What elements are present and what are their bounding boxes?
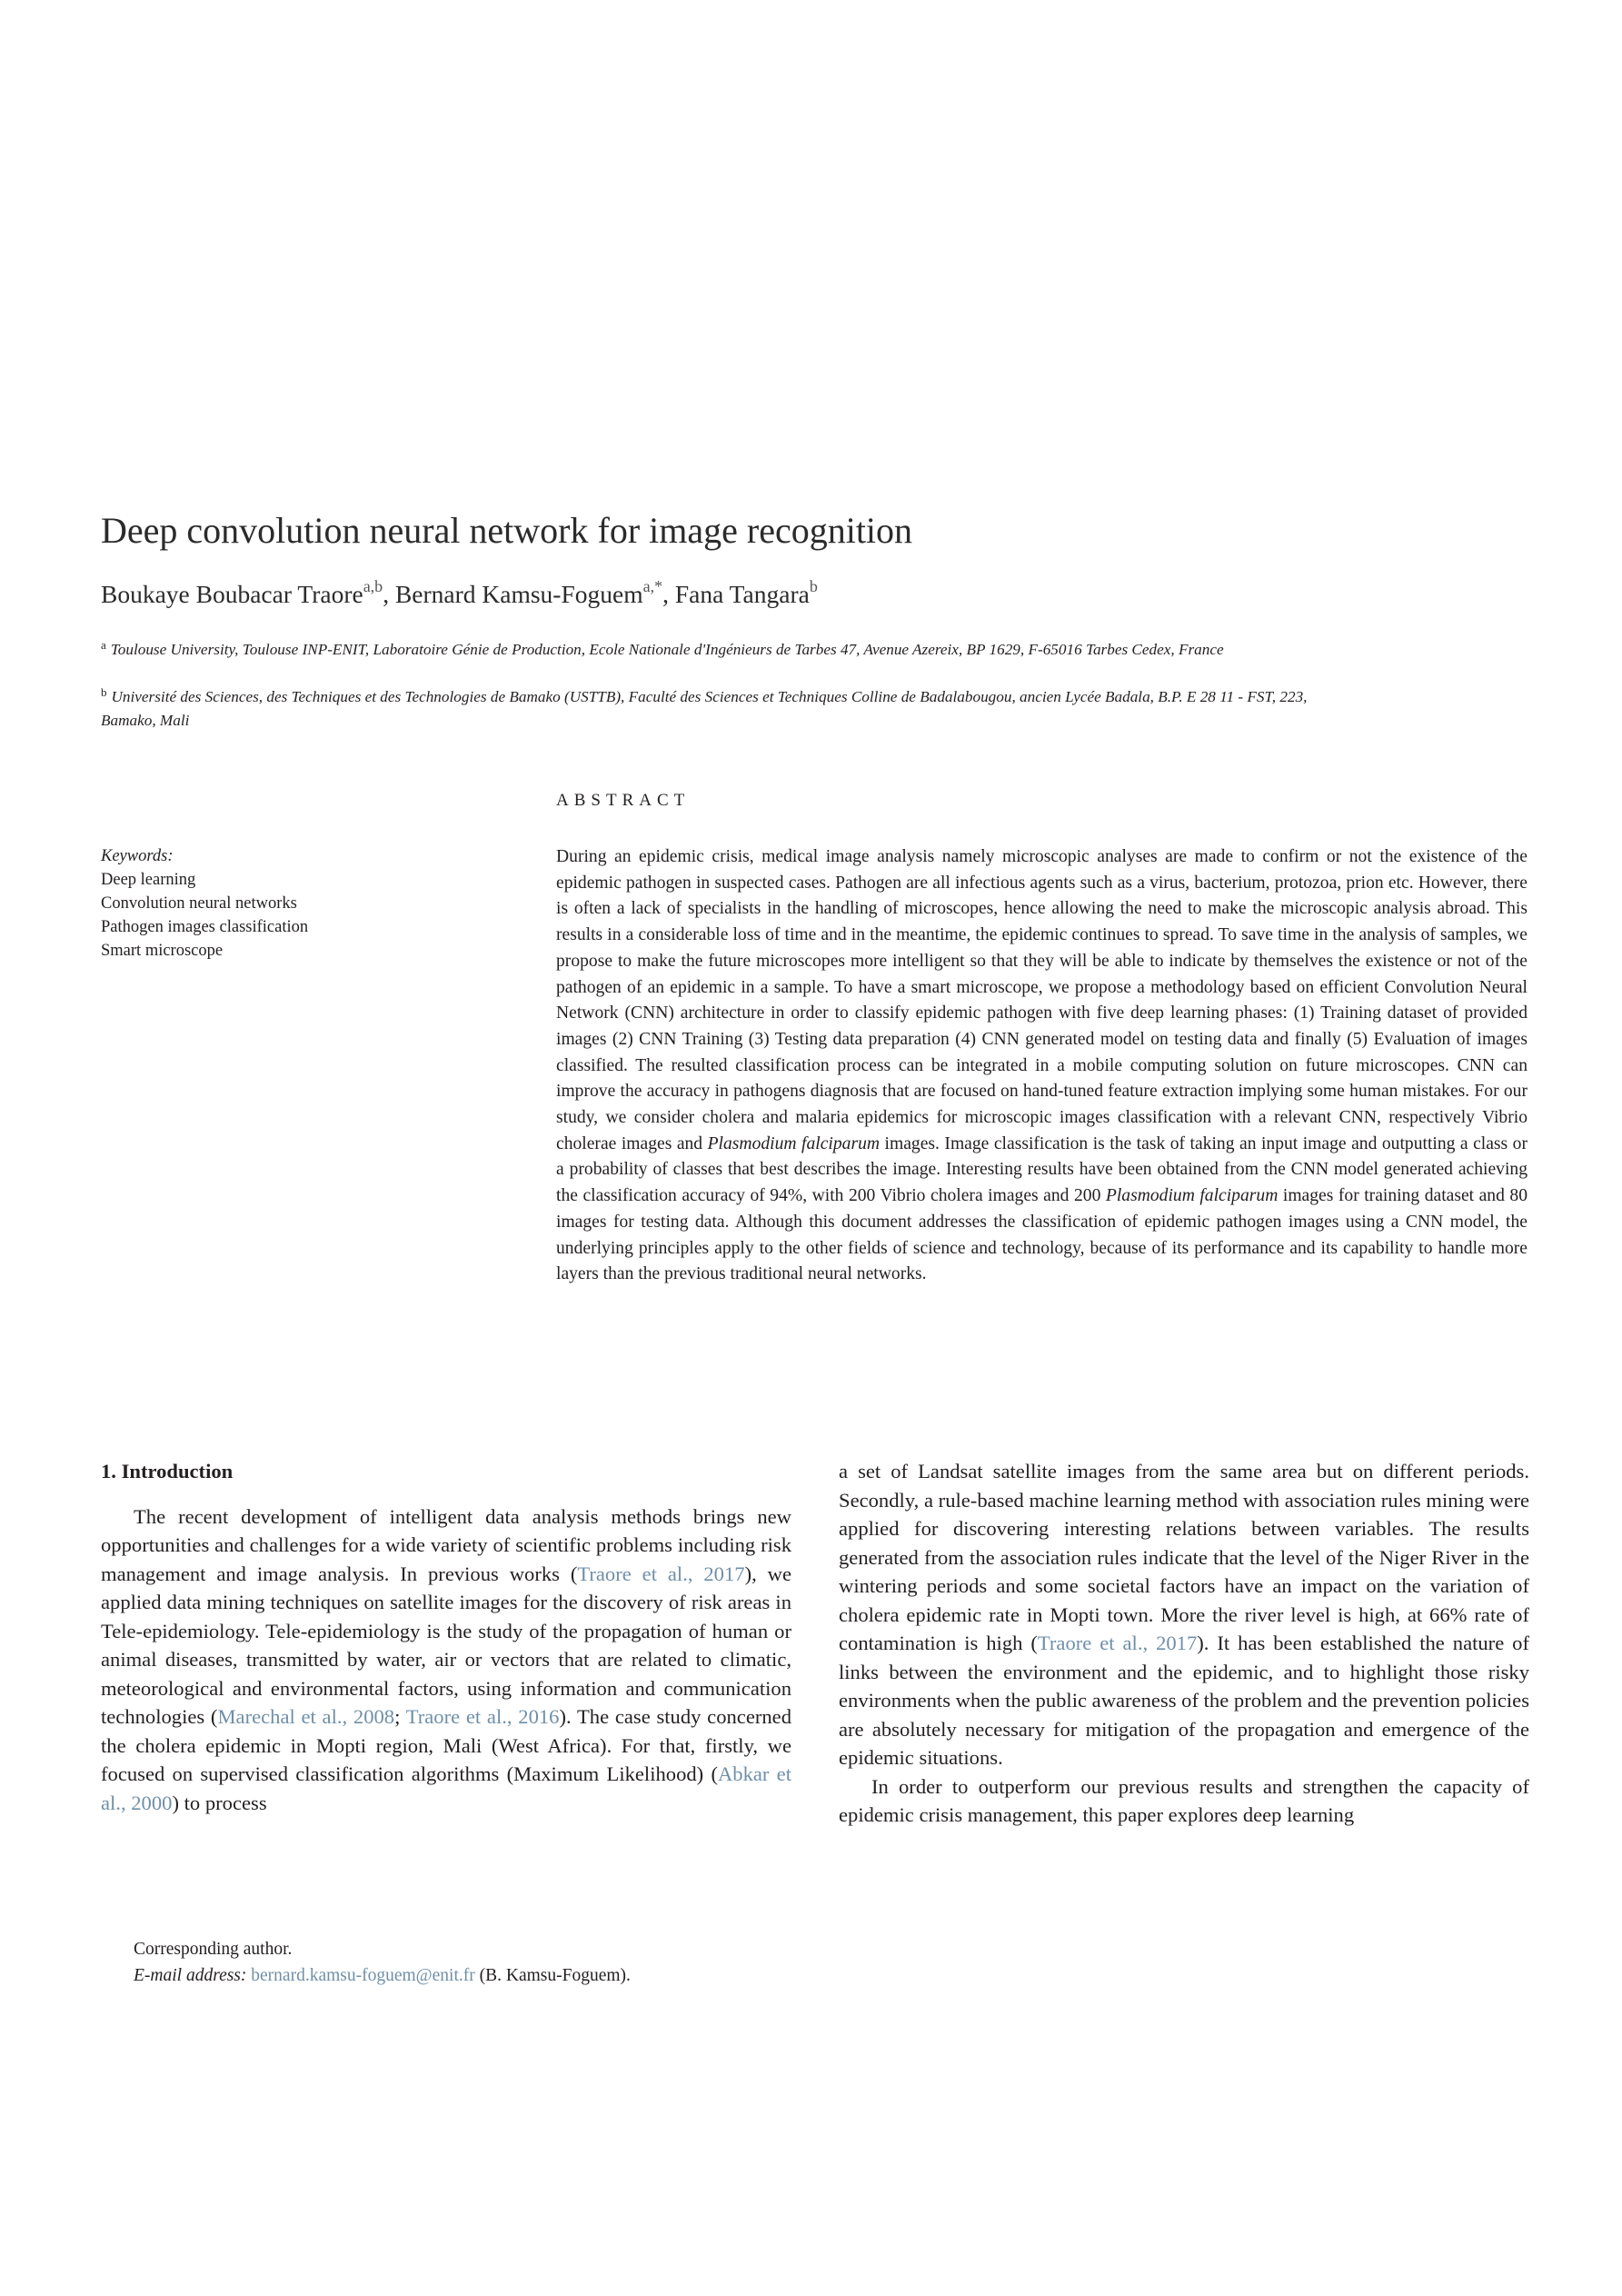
affiliation-b [101, 681, 1355, 733]
keyword-item: Pathogen images classification [101, 918, 309, 936]
citation-link[interactable]: Marechal et al., 2008 [217, 1705, 395, 1728]
email-suffix: (B. Kamsu-Foguem). [474, 1966, 631, 1985]
body-paragraph: In order to outperform our previous results and strengthen the capacity of epidemic crisis management, this paper explores deep learning [839, 1774, 1529, 1826]
citation-link[interactable]: Traore et al., 2016 [405, 1705, 560, 1728]
footnote [134, 1936, 631, 1989]
affiliation-mark: a [101, 638, 106, 652]
body-column-right [839, 1457, 1529, 1830]
affiliation-text: Toulouse University, Toulouse INP-ENIT, Laboratoire Génie de Production, Ecole Nationale d'Ingénieurs de Tarbes 47, Avenue Azereix, BP 1629, F-65016 Tarbes Cedex, France [110, 641, 1224, 658]
abstract-text: images for training dataset and 80 images for testing data. Although this document addresses the classification of epidemic pathogen images using a CNN model, the underlying principles apply to the other fields of science and technology, because of its performance and its capability to handle more layers than the previous traditional neural networks. [556, 1186, 1528, 1284]
body-column-left [101, 1457, 791, 1817]
author-affiliation-mark: b [809, 577, 818, 595]
author-separator: , [662, 580, 675, 608]
body-paragraph [839, 1457, 1529, 1772]
citation-link[interactable]: Traore et al., 2017 [1037, 1632, 1198, 1654]
body-text: ; [394, 1705, 406, 1728]
keyword-item: Smart microscope [101, 942, 224, 960]
keywords-label: Keywords: [101, 847, 174, 865]
body-text: ), we applied data mining techniques on satellite images for the discovery of risk areas in Tele-epidemiology. Tele-epidemiology is the study of the propagation of human or animal diseases, transmitted by water, air or vectors that are related to climatic, meteorological and environmental factors, using information and communication technologies ( [101, 1562, 791, 1728]
body-text: ) to process [172, 1791, 267, 1814]
author-name: Fana Tangara [674, 580, 810, 608]
abstract-text: During an epidemic crisis, medical image analysis namely microscopic analyses are made to confirm or not the existence of the epidemic pathogen in suspected cases. Pathogen are all infectious agents such as a virus, bacterium, protozoa, prion etc. However, there is often a lack of specialists in the handling of microscopes, hence allowing the need to make the microscopic analysis abroad. This results in a considerable loss of time and in the meantime, the epidemic continues to spread. To save time in the analysis of samples, we propose to make the future microscopes more intelligent so that they will be able to indicate by themselves the existence or not of the pathogen of an epidemic in a sample. To have a smart microscope, we propose a methodology based on efficient Convolution Neural Network (CNN) architecture in order to classify epidemic pathogen with five deep learning phases: (1) Training dataset of provided images (2) CNN Training (3) Testing data preparation (4) CNN generated model on testing data and finally (5) Evaluation of images classified. The resulted classification process can be integrated in a mobile computing solution on future microscopes. CNN can improve the accuracy in pathogens diagnosis that are focused on hand-tuned feature extraction implying some human mistakes. For our study, we consider cholera and malaria epidemics for microscopic images classification with a relevant CNN, respectively Vibrio cholerae images and [556, 847, 1527, 1153]
abstract-heading: ABSTRACT [556, 791, 691, 810]
author-name: Bernard Kamsu-Foguem [394, 580, 643, 608]
affiliation-a [101, 634, 1355, 662]
email-link[interactable]: bernard.kamsu-foguem@enit.fr [251, 1966, 475, 1985]
body-text: The recent development of intelligent data analysis methods brings new opportunities and challenges for a wide variety of scientific problems including risk management and image analysis. In previous works ( [101, 1504, 791, 1585]
abstract-italic-term: Plasmodium falciparum [707, 1133, 881, 1153]
author-affiliation-mark: a,* [642, 577, 663, 595]
body-paragraph [101, 1502, 791, 1818]
citation-link[interactable]: Traore et al., 2017 [577, 1562, 745, 1585]
email-line [134, 1962, 631, 1989]
author-separator: , [383, 580, 395, 608]
affiliation-text: Université des Sciences, des Techniques et des Technologies de Bamako (USTTB), Faculté des Sciences et Techniques Colline de Badalabougou, ancien Lycée Badala, B.P. E 28 11 - FST, 223, Bamako, Mali [101, 688, 1308, 729]
body-text: a set of Landsat satellite images from the same area but on different periods. Secondly, a rule-based machine learning method with association rules mining were applied for discovering interesting relations between variables. The results generated from the association rules indicate that the level of the Niger River in the wintering periods and some societal factors have an impact on the variation of cholera epidemic rate in Mopti town. More the river level is high, at 66% rate of contamination is high ( [839, 1460, 1529, 1654]
keyword-item: Deep learning [101, 871, 196, 889]
email-label: E-mail address: [134, 1966, 247, 1985]
citation-link[interactable]: Abkar et al., 2000 [101, 1762, 791, 1814]
abstract-text: images. Image classification is the task of taking an input image and outputting a class or a probability of classes that best describes the image. Interesting results have been obtained from the CNN model generated achieving the classification accuracy of 94%, with 200 Vibrio cholera images and 200 [556, 1133, 1527, 1206]
keywords-block [101, 844, 308, 963]
keyword-item: Convolution neural networks [101, 894, 297, 913]
abstract-italic-term: Plasmodium falciparum [1105, 1186, 1279, 1206]
corresponding-author-note: Corresponding author. [134, 1940, 293, 1959]
body-text: ). It has been established the nature of links between the environment and the epidemic, and to highlight those risky environments when the public awareness of the problem and the prevention policies are absolutely necessary for mitigation of the propagation and emergence of the epidemic situations. [839, 1632, 1529, 1769]
author-name: Boukaye Boubacar Traore [101, 580, 363, 608]
author-list [101, 577, 818, 609]
paper-title: Deep convolution neural network for image recognition [101, 510, 913, 551]
affiliation-mark: b [101, 685, 107, 699]
abstract-body [556, 844, 1527, 1288]
section-heading: 1. Introduction [101, 1460, 234, 1482]
body-text: ). The case study concerned the cholera epidemic in Mopti region, Mali (West Africa). For that, firstly, we focused on supervised classification algorithms (Maximum Likelihood) ( [101, 1705, 791, 1785]
author-affiliation-mark: a,b [363, 577, 383, 595]
